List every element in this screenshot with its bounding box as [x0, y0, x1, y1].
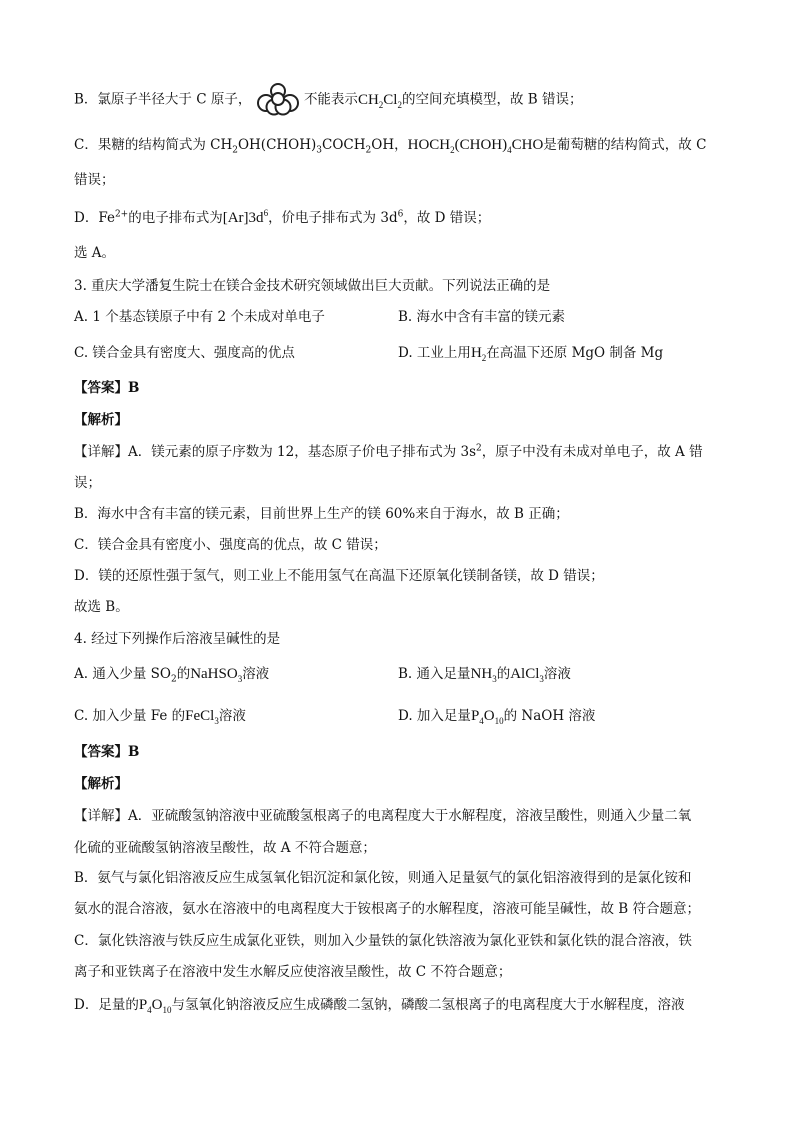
q4-option-a-mid: 的 — [176, 666, 191, 682]
q3-detail-a2: 误； — [74, 475, 101, 491]
formula-ch2cl2: $CH_2Cl_2$ — [357, 91, 402, 110]
q3-detail-a1-text: 【详解】A．镁元素的原子序数为 12，基态原子价电子排布式为 $3s^2$ — [74, 443, 482, 460]
text-d-prefix: D．$Fe^{2+}$ — [74, 209, 129, 226]
q3-option-d-prefix: D. 工业上用 — [398, 345, 471, 361]
formula-fe-config: $[Ar]3d^6$ — [222, 208, 269, 226]
line-b — [74, 83, 582, 117]
q4-detail-b2: 氨水的混合溶液，氨水在溶液中的电离程度大于铵根离子的水解程度，溶液可能呈碱性，故 B 符合题意； — [74, 901, 701, 917]
q4-option-d-prefix: D. 加入足量 — [398, 708, 471, 724]
q4-option-a-suffix: 溶液 — [242, 666, 270, 682]
q4-answer: 【答案】B — [74, 744, 140, 760]
q3-option-d-suffix: 在高温下还原 MgO 制备 Mg — [486, 345, 664, 361]
q3-detail-b: B．海水中含有丰富的镁元素，目前世界上生产的镁 60%来自于海水，故 B 正确； — [74, 506, 569, 522]
line-c2: 错误； — [74, 172, 115, 188]
q3-answer: 【答案】B — [74, 380, 140, 396]
q3-detail-d: D．镁的还原性强于氢气，则工业上不能用氢气在高温下还原氧化镁制备镁，故 D 错误； — [74, 568, 604, 584]
q4-option-c — [74, 706, 246, 726]
line-d — [74, 208, 490, 228]
q4-option-b — [398, 664, 571, 684]
q4-detail-a2: 化硫的亚硫酸氢钠溶液呈酸性，故 A 不符合题意； — [74, 840, 376, 856]
q3-option-b: B. 海水中含有丰富的镁元素 — [398, 309, 566, 325]
q4-option-d — [398, 706, 595, 726]
text-c1-prefix: C．果糖的结构简式为 $CH_2OH(CHOH)_3COCH_2OH$， — [74, 137, 408, 156]
formula-alcl3: AlCl$_3$ — [510, 666, 544, 684]
formula-fecl3: FeCl$_3$ — [185, 708, 219, 726]
q4-detail-c2: 离子和亚铁离子在溶液中发生水解反应使溶液呈酸性，故 C 不符合题意； — [74, 964, 512, 980]
q3-option-d — [398, 343, 663, 363]
q4-detail-d — [74, 995, 685, 1015]
q4-detail-a1: 【详解】A．亚硫酸氢钠溶液中亚硫酸氢根离子的电离程度大于水解程度，溶液呈酸性，则通入少量二氧 — [74, 808, 692, 824]
q4-option-c-prefix: C. 加入少量 Fe 的 — [74, 708, 186, 724]
q3-conclusion: 故选 B。 — [74, 599, 129, 615]
text-b-suffix: 的空间充填模型，故 B 错误； — [401, 91, 583, 108]
q4-detail-d-prefix: D．足量的 — [74, 997, 139, 1013]
formula-p4o10: $P_4O_{10}$ — [470, 708, 504, 726]
q4-detail-d-suffix: 与氢氧化钠溶液反应生成磷酸二氢钠，磷酸二氢根离子的电离程度大于水解程度，溶液 — [171, 997, 685, 1013]
text-b-prefix: B．氯原子半径大于 C 原子， — [74, 91, 252, 108]
q3-detail-a1-end: ，原子中没有未成对单电子，故 A 错 — [481, 444, 703, 460]
q4-option-d-suffix: 的 NaOH 溶液 — [503, 708, 596, 724]
q3-detail-a1 — [74, 442, 703, 462]
q4-option-b-suffix: 溶液 — [543, 666, 571, 682]
text-d-mid1: 的电子排布式为 — [128, 210, 223, 226]
q4-option-b-mid: 的 — [496, 666, 511, 682]
formula-glucose: $HOCH_2(CHOH)_4CHO$ — [407, 137, 544, 155]
text-d-suffix: ，故 D 错误； — [403, 210, 491, 226]
q4-option-a — [74, 664, 269, 684]
q4-analysis: 【解析】 — [74, 776, 128, 792]
q3-analysis: 【解析】 — [74, 412, 128, 428]
q4-option-a-prefix: A. 通入少量 $SO_2$ — [74, 666, 177, 685]
text-d-mid2: ，价电子排布式为 $3d^6$ — [268, 209, 404, 226]
q4-option-c-suffix: 溶液 — [218, 708, 246, 724]
q4-detail-b1: B．氨气与氯化铝溶液反应生成氢氧化铝沉淀和氯化铵，则通入足量氨气的氯化铝溶液得到的是氯化铵和 — [74, 870, 692, 886]
formula-p4o10-detail: $P_4O_{10}$ — [138, 997, 172, 1015]
q4-option-b-prefix: B. 通入足量 — [398, 666, 471, 682]
q3-detail-c: C．镁合金具有密度小、强度高的优点，故 C 错误； — [74, 537, 387, 553]
ch2cl2-space-filling-model-image — [256, 83, 300, 117]
text-b-mid: 不能表示 — [303, 91, 358, 108]
q3-option-c: C. 镁合金具有密度大、强度高的优点 — [74, 345, 295, 361]
q4-detail-c1: C．氯化铁溶液与铁反应生成氯化亚铁，则加入少量铁的氯化铁溶液为氯化亚铁和氯化铁的混合溶液，铁 — [74, 933, 692, 949]
q3-stem: 3. 重庆大学潘复生院士在镁合金技术研究领域做出巨大贡献。下列说法正确的是 — [74, 278, 551, 294]
q4-stem: 4. 经过下列操作后溶液呈碱性的是 — [74, 631, 281, 647]
line-c1 — [74, 135, 706, 155]
formula-h2: $H_2$ — [470, 345, 487, 363]
formula-nh3: $NH_3$ — [470, 666, 497, 684]
q3-option-a: A. 1 个基态镁原子中有 2 个未成对单电子 — [74, 309, 325, 325]
line-select-a: 选 A。 — [74, 245, 116, 261]
text-c1-suffix: 是葡萄糖的结构简式，故 C — [543, 137, 707, 153]
formula-nahso3: NaHSO$_3$ — [190, 666, 243, 684]
